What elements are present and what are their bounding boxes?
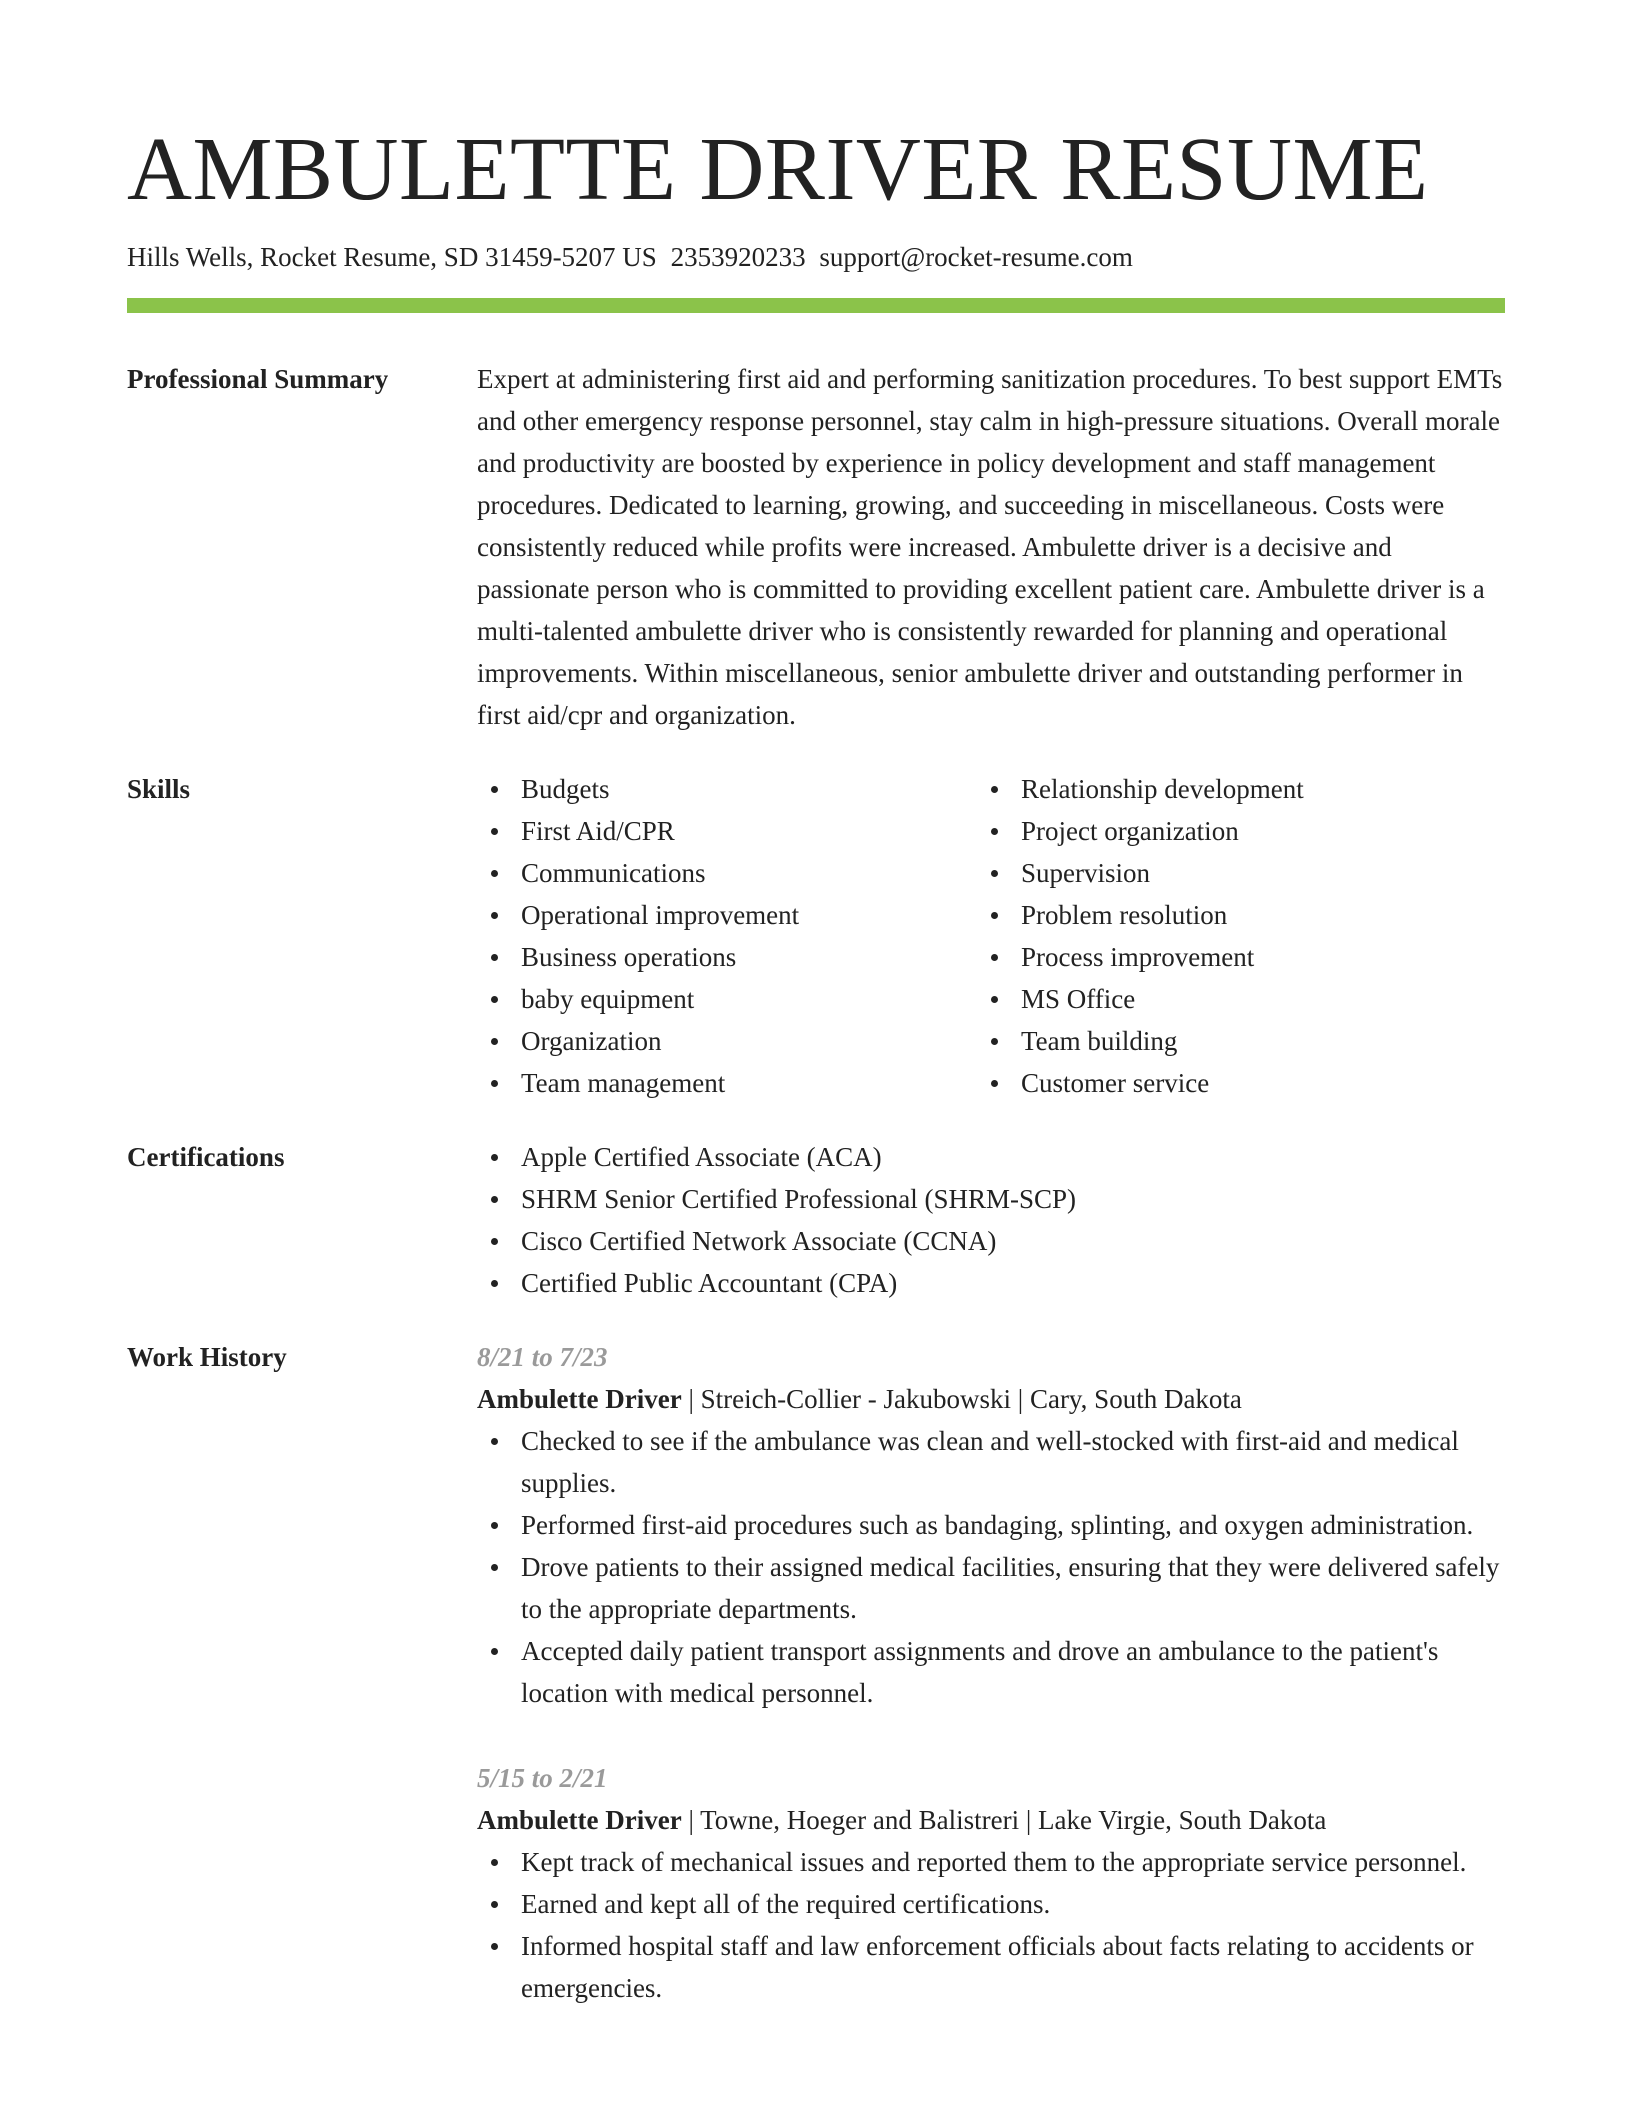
job-entry xyxy=(477,1336,1505,1714)
section-label-certifications: Certifications xyxy=(127,1142,285,1172)
job-company: Towne, Hoeger and Balistreri xyxy=(700,1805,1020,1835)
job-duty-item: Accepted daily patient transport assignments and drove an ambulance to the patient's location with medical personnel. xyxy=(477,1630,1505,1714)
summary-text: Expert at administering first aid and performing sanitization procedures. To best support EMTs and other emergency response personnel, stay calm in high-pressure situations. Overall morale and productivity are boosted by experience in policy development and staff management procedures. Dedicated to learning, growing, and succeeding in miscellaneous. Costs were consistently reduced while profits were increased. Ambulette driver is a decisive and passionate person who is committed to providing excellent patient care. Ambulette driver is a multi-talented ambulette driver who is consistently rewarded for planning and operational improvements. Within miscellaneous, senior ambulette driver and outstanding performer in first aid/cpr and organization. xyxy=(477,364,1503,730)
job-duty-item: Performed first-aid procedures such as bandaging, splinting, and oxygen administration. xyxy=(477,1504,1505,1546)
section-label-work-history: Work History xyxy=(127,1342,287,1372)
section-label-skills: Skills xyxy=(127,774,191,804)
skill-item: Operational improvement xyxy=(477,894,977,936)
job-heading: Ambulette Driver | Streich-Collier - Jakubowski | Cary, South Dakota xyxy=(477,1384,1242,1414)
work-history-body xyxy=(477,1336,1505,2009)
skill-item: Project organization xyxy=(977,810,1477,852)
skill-item: Communications xyxy=(477,852,977,894)
skill-item: Business operations xyxy=(477,936,977,978)
professional-summary-section xyxy=(127,358,1505,736)
skill-item: Process improvement xyxy=(977,936,1477,978)
contact-line xyxy=(127,240,1505,274)
job-duty-item: Informed hospital staff and law enforcement officials about facts relating to accidents or emergencies. xyxy=(477,1925,1505,2009)
certifications-section xyxy=(127,1136,1505,1304)
resume-title: AMBULETTE DRIVER RESUME xyxy=(127,120,1429,219)
job-heading: Ambulette Driver | Towne, Hoeger and Balistreri | Lake Virgie, South Dakota xyxy=(477,1805,1327,1835)
job-duty-item: Earned and kept all of the required certifications. xyxy=(477,1883,1505,1925)
skills-list-left xyxy=(477,768,977,1104)
job-duty-item: Drove patients to their assigned medical facilities, ensuring that they were delivered safely to the appropriate departments. xyxy=(477,1546,1505,1630)
job-entry xyxy=(477,1757,1505,2009)
certifications-body xyxy=(477,1136,1505,1304)
job-duty-item: Kept track of mechanical issues and reported them to the appropriate service personnel. xyxy=(477,1841,1505,1883)
certification-item: SHRM Senior Certified Professional (SHRM-SCP) xyxy=(477,1178,1505,1220)
job-dates: 5/15 to 2/21 xyxy=(477,1763,608,1793)
job-dates: 8/21 to 7/23 xyxy=(477,1342,608,1372)
job-duties-list xyxy=(477,1841,1505,2009)
skills-section xyxy=(127,768,1505,1104)
work-history-section xyxy=(127,1336,1505,2009)
skill-item: baby equipment xyxy=(477,978,977,1020)
contact-phone: 2353920233 xyxy=(670,242,806,272)
skill-item: Problem resolution xyxy=(977,894,1477,936)
skill-item: MS Office xyxy=(977,978,1477,1020)
skill-item: First Aid/CPR xyxy=(477,810,977,852)
skill-item: Relationship development xyxy=(977,768,1477,810)
job-title: Ambulette Driver xyxy=(477,1805,682,1835)
skill-item: Customer service xyxy=(977,1062,1477,1104)
certification-item: Cisco Certified Network Associate (CCNA) xyxy=(477,1220,1505,1262)
skill-item: Team building xyxy=(977,1020,1477,1062)
certification-item: Certified Public Accountant (CPA) xyxy=(477,1262,1505,1304)
job-location: Lake Virgie, South Dakota xyxy=(1038,1805,1327,1835)
certifications-list xyxy=(477,1136,1505,1304)
skill-item: Budgets xyxy=(477,768,977,810)
job-location: Cary, South Dakota xyxy=(1029,1384,1242,1414)
contact-address: Hills Wells, Rocket Resume, SD 31459-5207 US xyxy=(127,242,657,272)
section-label-summary: Professional Summary xyxy=(127,364,389,394)
skill-item: Organization xyxy=(477,1020,977,1062)
skill-item: Team management xyxy=(477,1062,977,1104)
resume-header xyxy=(127,118,1505,313)
job-company: Streich-Collier - Jakubowski xyxy=(700,1384,1012,1414)
skills-grid xyxy=(477,768,1505,1104)
skill-item: Supervision xyxy=(977,852,1477,894)
contact-email: support@rocket-resume.com xyxy=(819,242,1133,272)
certification-item: Apple Certified Associate (ACA) xyxy=(477,1136,1505,1178)
job-title: Ambulette Driver xyxy=(477,1384,682,1414)
job-duties-list xyxy=(477,1420,1505,1714)
job-duty-item: Checked to see if the ambulance was clean and well-stocked with first-aid and medical supplies. xyxy=(477,1420,1505,1504)
skills-list-right xyxy=(977,768,1477,1104)
accent-divider xyxy=(127,298,1505,313)
